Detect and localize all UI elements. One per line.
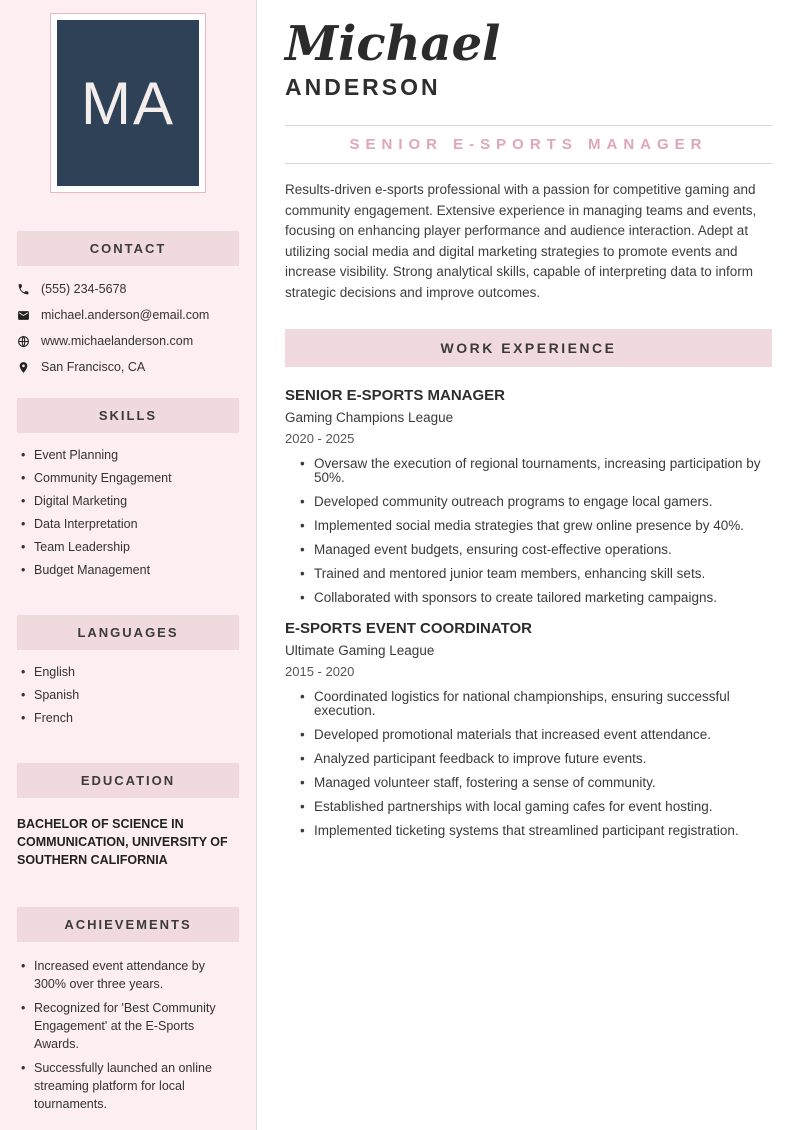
job-bullet: • Implemented social media strategies that grew online presence by 40%.	[300, 519, 772, 533]
contact-list	[17, 282, 239, 374]
job-entry-dates: 2015 - 2020	[285, 664, 355, 679]
contact-location-value: San Francisco, CA	[41, 360, 146, 374]
languages-list	[17, 665, 239, 725]
language-item: • French	[21, 711, 239, 725]
globe-icon	[17, 335, 30, 348]
job-bullet: • Developed promotional materials that increased event attendance.	[300, 728, 772, 742]
job-bullet-list	[285, 690, 772, 838]
skill-item: • Budget Management	[21, 563, 239, 577]
job-bullet: • Managed volunteer staff, fostering a sense of community.	[300, 776, 772, 790]
job-entry-dates: 2020 - 2025	[285, 431, 355, 446]
job-entry-title: E-SPORTS EVENT COORDINATOR	[285, 620, 532, 637]
achievements-section-heading: ACHIEVEMENTS	[17, 907, 239, 942]
avatar	[50, 13, 206, 193]
language-item: • English	[21, 665, 239, 679]
sidebar	[0, 0, 257, 1130]
avatar-initials: MA	[81, 69, 175, 137]
contact-email-value: michael.anderson@email.com	[41, 308, 210, 322]
job-entry-title: SENIOR E-SPORTS MANAGER	[285, 387, 506, 404]
job-bullet: • Oversaw the execution of regional tournaments, increasing participation by 50%.	[300, 457, 772, 485]
job-entry	[285, 387, 772, 605]
skills-list	[17, 448, 239, 577]
skill-item: • Community Engagement	[21, 471, 239, 485]
achievement-item: • Recognized for 'Best Community Engagement' at the E-Sports Awards.	[21, 999, 239, 1053]
contact-phone-value: (555) 234-5678	[41, 282, 127, 296]
job-entry-company: Ultimate Gaming League	[285, 643, 435, 658]
job-bullet-list	[285, 457, 772, 605]
skill-item: • Digital Marketing	[21, 494, 239, 508]
job-bullet: • Managed event budgets, ensuring cost-effective operations.	[300, 543, 772, 557]
job-entry-company: Gaming Champions League	[285, 410, 454, 425]
achievement-item: • Successfully launched an online streaming platform for local tournaments.	[21, 1059, 239, 1113]
work-experience-heading: WORK EXPERIENCE	[285, 329, 772, 367]
contact-email-row	[17, 308, 239, 322]
phone-icon	[17, 283, 30, 296]
email-icon	[17, 309, 30, 322]
skill-item: • Event Planning	[21, 448, 239, 462]
languages-section-heading: LANGUAGES	[17, 615, 239, 650]
contact-website-row	[17, 334, 239, 348]
education-section-heading: EDUCATION	[17, 763, 239, 798]
job-bullet: • Trained and mentored junior team members, enhancing skill sets.	[300, 567, 772, 581]
job-bullet: • Coordinated logistics for national championships, ensuring successful execution.	[300, 690, 772, 718]
education-degree: BACHELOR OF SCIENCE IN COMMUNICATION, UNIVERSITY OF SOUTHERN CALIFORNIA	[17, 817, 228, 867]
job-title-banner: SENIOR E-SPORTS MANAGER	[285, 125, 772, 164]
job-bullet: • Developed community outreach programs to engage local gamers.	[300, 495, 772, 509]
job-bullet: • Analyzed participant feedback to improve future events.	[300, 752, 772, 766]
contact-section-heading: CONTACT	[17, 231, 239, 266]
last-name: ANDERSON	[285, 74, 441, 100]
achievements-list	[17, 957, 239, 1113]
location-icon	[17, 361, 30, 374]
job-bullet: • Collaborated with sponsors to create tailored marketing campaigns.	[300, 591, 772, 605]
achievement-item: • Increased event attendance by 300% over three years.	[21, 957, 239, 993]
skill-item: • Team Leadership	[21, 540, 239, 554]
contact-phone-row	[17, 282, 239, 296]
first-name: Michael	[285, 16, 501, 72]
job-bullet: • Implemented ticketing systems that streamlined participant registration.	[300, 824, 772, 838]
job-entry	[285, 620, 772, 838]
skill-item: • Data Interpretation	[21, 517, 239, 531]
main-content	[257, 0, 800, 1130]
skills-section-heading: SKILLS	[17, 398, 239, 433]
language-item: • Spanish	[21, 688, 239, 702]
contact-location-row	[17, 360, 239, 374]
avatar-monogram	[57, 20, 199, 186]
contact-website-value: www.michaelanderson.com	[41, 334, 194, 348]
professional-summary: Results-driven e-sports professional with a passion for competitive gaming and community engagement. Extensive experience in managing teams and events, focusing on enhancing player performance and audience interaction. Adept at utilizing social media and digital marketing strategies to promote events and increase visibility. Strong analytical skills, capable of interpreting data to inform strategic decisions and improve outcomes.	[285, 182, 757, 300]
job-bullet: • Established partnerships with local gaming cafes for event hosting.	[300, 800, 772, 814]
